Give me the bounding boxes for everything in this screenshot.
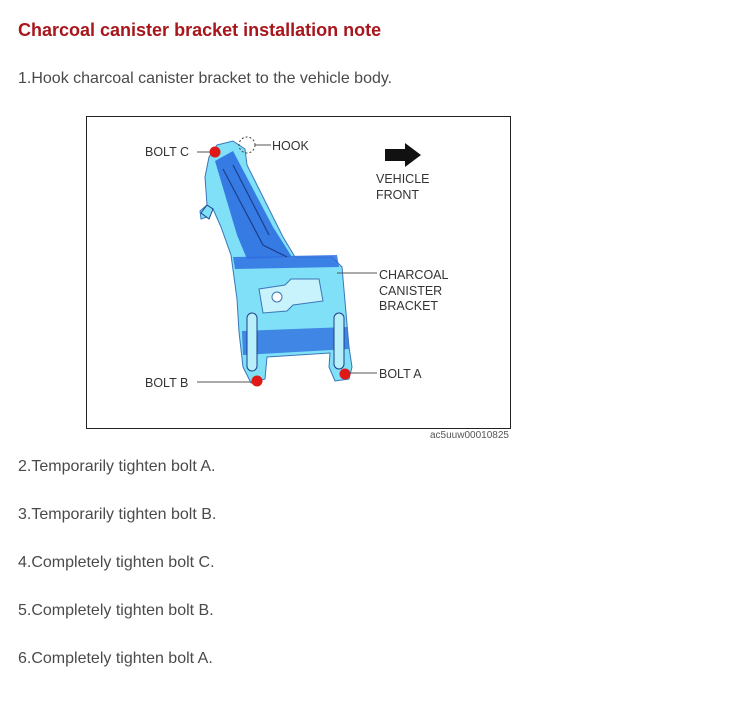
bolt-a-marker [340,369,351,380]
bracket-diagram-svg [87,117,510,428]
page-title: Charcoal canister bracket installation note [18,20,382,40]
step-5: 5.Completely tighten bolt B. [18,602,214,619]
label-bolt-b: BOLT B [145,376,189,390]
label-bolt-a: BOLT A [379,367,422,381]
step-6: 6.Completely tighten bolt A. [18,650,213,667]
step-3: 3.Temporarily tighten bolt B. [18,506,217,523]
label-hook: HOOK [272,139,309,153]
step-4: 4.Completely tighten bolt C. [18,554,215,571]
label-front: FRONT [376,188,420,202]
vehicle-front-arrow [385,143,421,167]
label-bolt-c: BOLT C [145,145,189,159]
bolt-c-marker [210,147,221,158]
step-2: 2.Temporarily tighten bolt A. [18,458,216,475]
bracket-diagram [86,116,511,429]
figure-id: ac5uuw00010825 [430,430,509,441]
bolt-b-marker [252,376,263,387]
label-charcoal: CHARCOAL [379,268,449,282]
label-bracket: BRACKET [379,299,439,313]
label-canister: CANISTER [379,284,443,298]
step-1: 1.Hook charcoal canister bracket to the vehicle body. [18,70,393,87]
label-vehicle: VEHICLE [376,172,430,186]
